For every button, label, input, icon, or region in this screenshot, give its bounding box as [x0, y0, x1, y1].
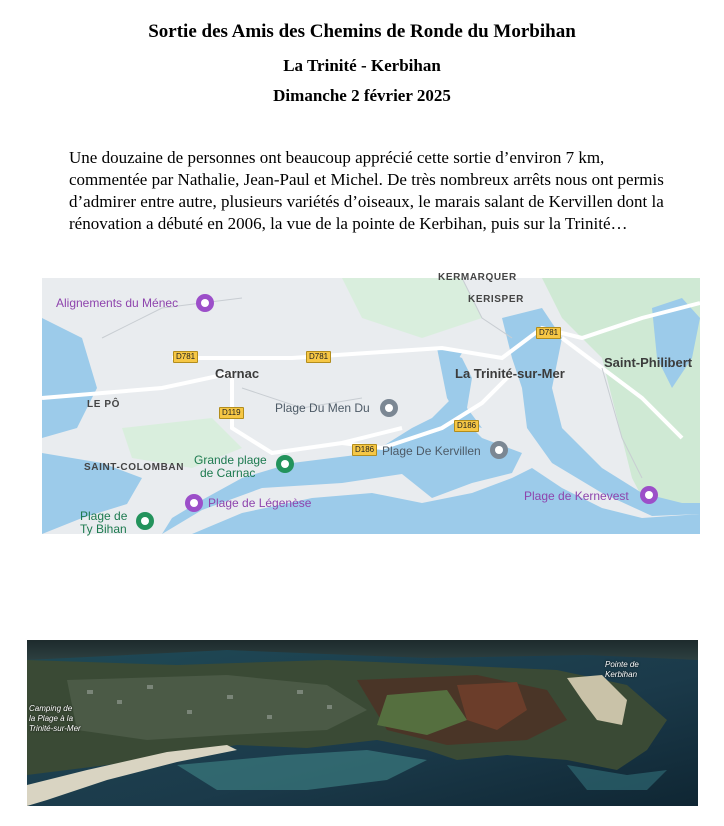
- plage-kernevest-camera-icon[interactable]: [640, 486, 658, 504]
- map-label-saint-philibert[interactable]: Saint-Philibert: [604, 355, 693, 370]
- page-title: Sortie des Amis des Chemins de Ronde du Morbihan: [148, 21, 576, 42]
- ty-bihan-line-1: Plage de: [80, 509, 128, 523]
- map-label-kerisper: KERISPER: [468, 294, 524, 305]
- map-label-plage-kervillen[interactable]: Plage De Kervillen: [382, 444, 481, 458]
- pointe-line-2: Kerbihan: [605, 670, 638, 679]
- plage-men-du-pin-icon[interactable]: [380, 399, 398, 417]
- map-label-le-po: LE PÔ: [87, 399, 121, 410]
- alignements-pin-icon[interactable]: [196, 294, 214, 312]
- road-d186-east: D186: [454, 420, 479, 432]
- aerial-photo: [27, 640, 698, 806]
- aerial-photo-image: [27, 640, 698, 806]
- road-d186-west: D186: [352, 444, 377, 456]
- plage-kervillen-pin-icon[interactable]: [490, 441, 508, 459]
- grande-plage-line-1: Grande plage: [194, 453, 267, 467]
- road-d119: D119: [219, 407, 244, 419]
- map-label-carnac[interactable]: Carnac: [215, 366, 260, 381]
- map-label-grande-plage[interactable]: [194, 454, 267, 480]
- map-label-alignements[interactable]: Alignements du Ménec: [56, 296, 179, 310]
- ty-bihan-line-2: Ty Bihan: [80, 522, 127, 536]
- intro-paragraph: Une douzaine de personnes ont beaucoup apprécié cette sortie d’environ 7 km, commentée par Nathalie, Jean-Paul et Michel. De très nombreux arrêts nous ont permis d’admirer entre autre, plusieurs variétés d’oiseaux, le marais salant de Kervillen dont la rénovation a débuté en 2006, la vue de la pointe de Kerbihan, puis sur la Trinité…: [69, 148, 664, 233]
- map-label-plage-legenese[interactable]: Plage de Légenèse: [208, 496, 312, 510]
- ty-bihan-beach-icon[interactable]: [136, 512, 154, 530]
- map-label-plage-kernevest[interactable]: Plage de Kernevest: [524, 489, 629, 503]
- area-map[interactable]: [42, 272, 700, 536]
- map-label-saint-colomban: SAINT-COLOMBAN: [84, 462, 185, 473]
- pointe-line-1: Pointe de: [605, 660, 639, 669]
- map-label-plage-ty-bihan[interactable]: [80, 510, 127, 536]
- camping-line-1: Camping de: [29, 704, 73, 713]
- grande-plage-line-2: de Carnac: [200, 466, 256, 480]
- page-date: Dimanche 2 février 2025: [273, 86, 451, 105]
- map-label-plage-men-du[interactable]: Plage Du Men Du: [275, 401, 370, 415]
- camping-line-3: Trinité-sur-Mer: [29, 724, 81, 733]
- grande-plage-beach-icon[interactable]: [276, 455, 294, 473]
- road-d781-east: D781: [536, 327, 561, 339]
- camping-line-2: la Plage à la: [29, 714, 74, 723]
- road-d781-west: D781: [173, 351, 198, 363]
- road-d781-center: D781: [306, 351, 331, 363]
- plage-legenese-camera-icon[interactable]: [185, 494, 203, 512]
- aerial-label-camping: [29, 704, 81, 734]
- map-label-trinite[interactable]: La Trinité-sur-Mer: [455, 366, 565, 381]
- aerial-label-pointe: [605, 660, 639, 680]
- page-subtitle: La Trinité - Kerbihan: [283, 56, 441, 75]
- map-label-kermarquer: KERMARQUER: [438, 272, 517, 283]
